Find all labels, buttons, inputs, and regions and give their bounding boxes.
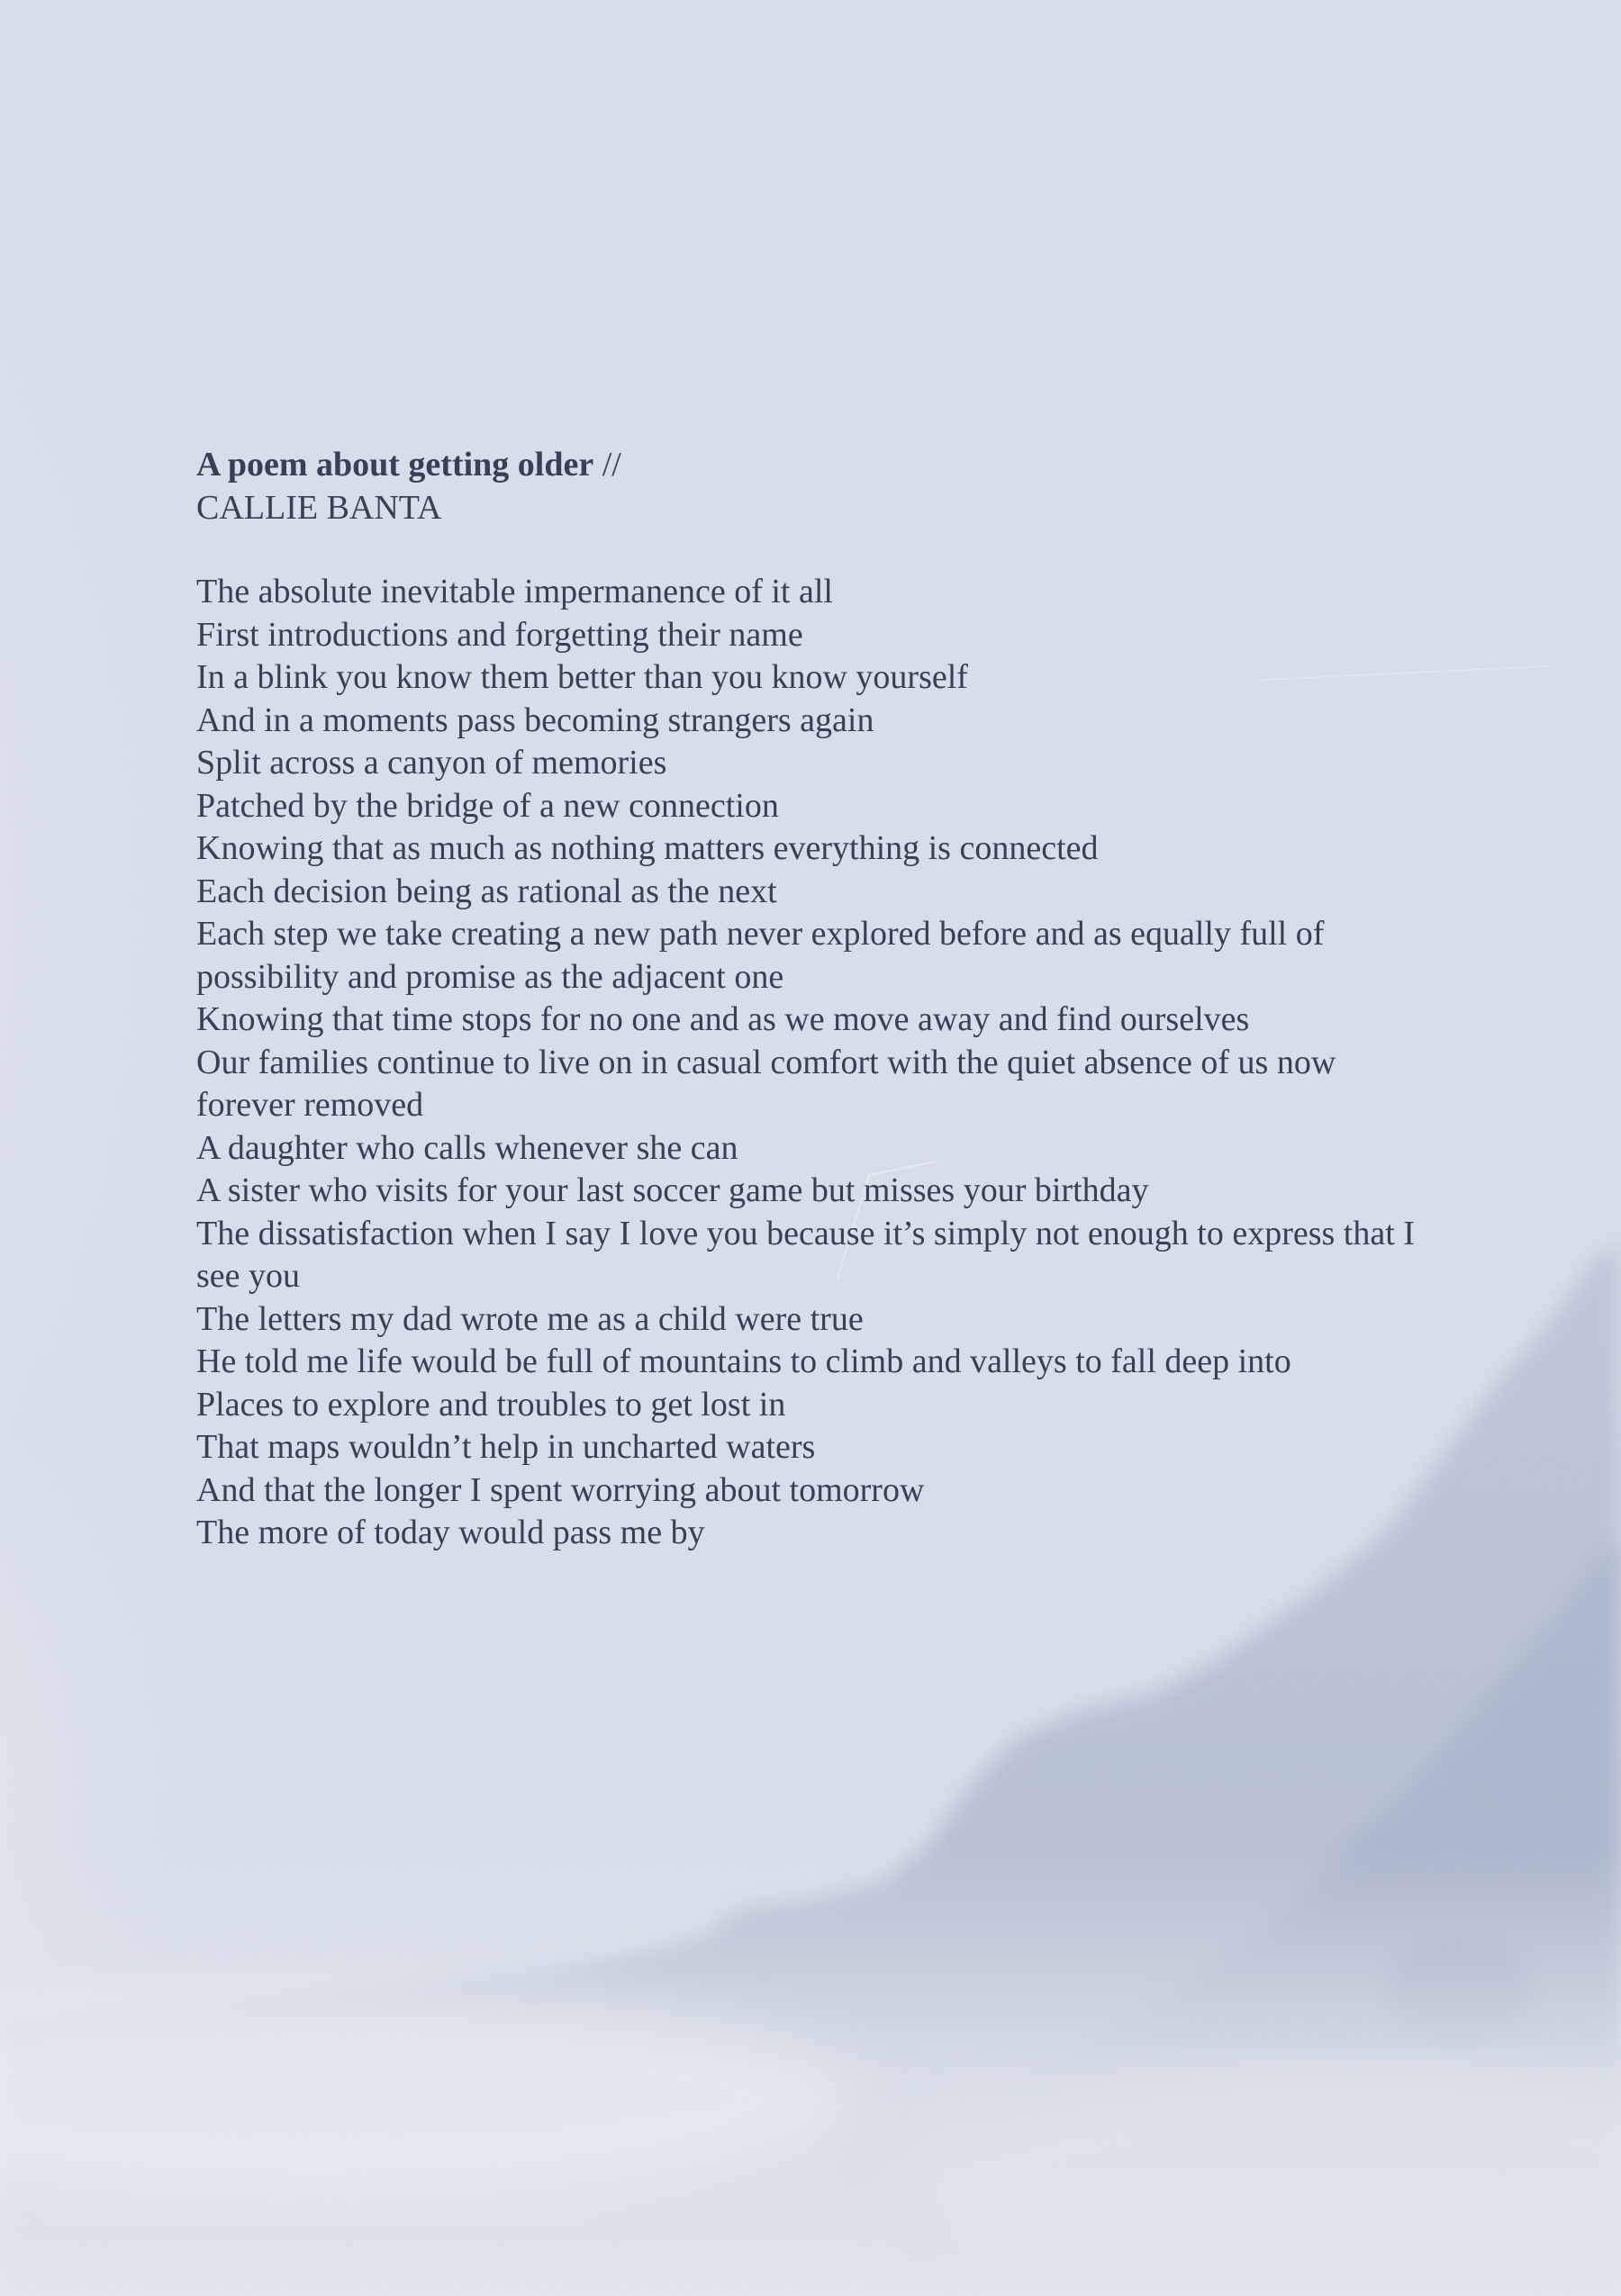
poem-line: The dissatisfaction when I say I love you because it’s simply not enough to express that I see you	[196, 1214, 1415, 1295]
poem-line: The letters my dad wrote me as a child were true	[196, 1299, 864, 1338]
poem-line: Places to explore and troubles to get lost in	[196, 1385, 786, 1424]
poem-line: The absolute inevitable impermanence of it all	[196, 573, 833, 610]
title-separator: //	[593, 446, 621, 484]
poem-heading	[196, 443, 1439, 486]
poem-line: And that the longer I spent worrying about tomorrow	[196, 1470, 925, 1509]
poem-line: Patched by the bridge of a new connection	[196, 786, 779, 825]
poem-line: Each decision being as rational as the next	[196, 872, 777, 910]
poem-line: Each step we take creating a new path never explored before and as equally full of possibility and promise as the adjacent one	[196, 915, 1325, 996]
poem-line: And in a moments pass becoming strangers again	[196, 701, 874, 739]
poem-line: First introductions and forgetting their name	[196, 615, 803, 654]
poem-line: The more of today would pass me by	[196, 1514, 705, 1551]
poem-author: CALLIE BANTA	[196, 489, 442, 527]
poem-line: In a blink you know them better than you know yourself	[196, 658, 968, 696]
poem-line: He told me life would be full of mountains to climb and valleys to fall deep into	[196, 1342, 1291, 1380]
poem-body	[196, 571, 1439, 1555]
poem-line: Knowing that time stops for no one and as we move away and find ourselves	[196, 1000, 1250, 1038]
poem-title: A poem about getting older	[196, 446, 594, 484]
poem-line: That maps wouldn’t help in uncharted waters	[196, 1428, 816, 1466]
poem-line: Knowing that as much as nothing matters everything is connected	[196, 829, 1099, 867]
poem-line: A daughter who calls whenever she can	[196, 1128, 738, 1167]
poem-line: Our families continue to live on in casual comfort with the quiet absence of us now forever removed	[196, 1043, 1336, 1124]
poem-line: Split across a canyon of memories	[196, 744, 667, 782]
poem-line: A sister who visits for your last soccer game but misses your birthday	[196, 1171, 1149, 1209]
poem	[196, 443, 1439, 1555]
